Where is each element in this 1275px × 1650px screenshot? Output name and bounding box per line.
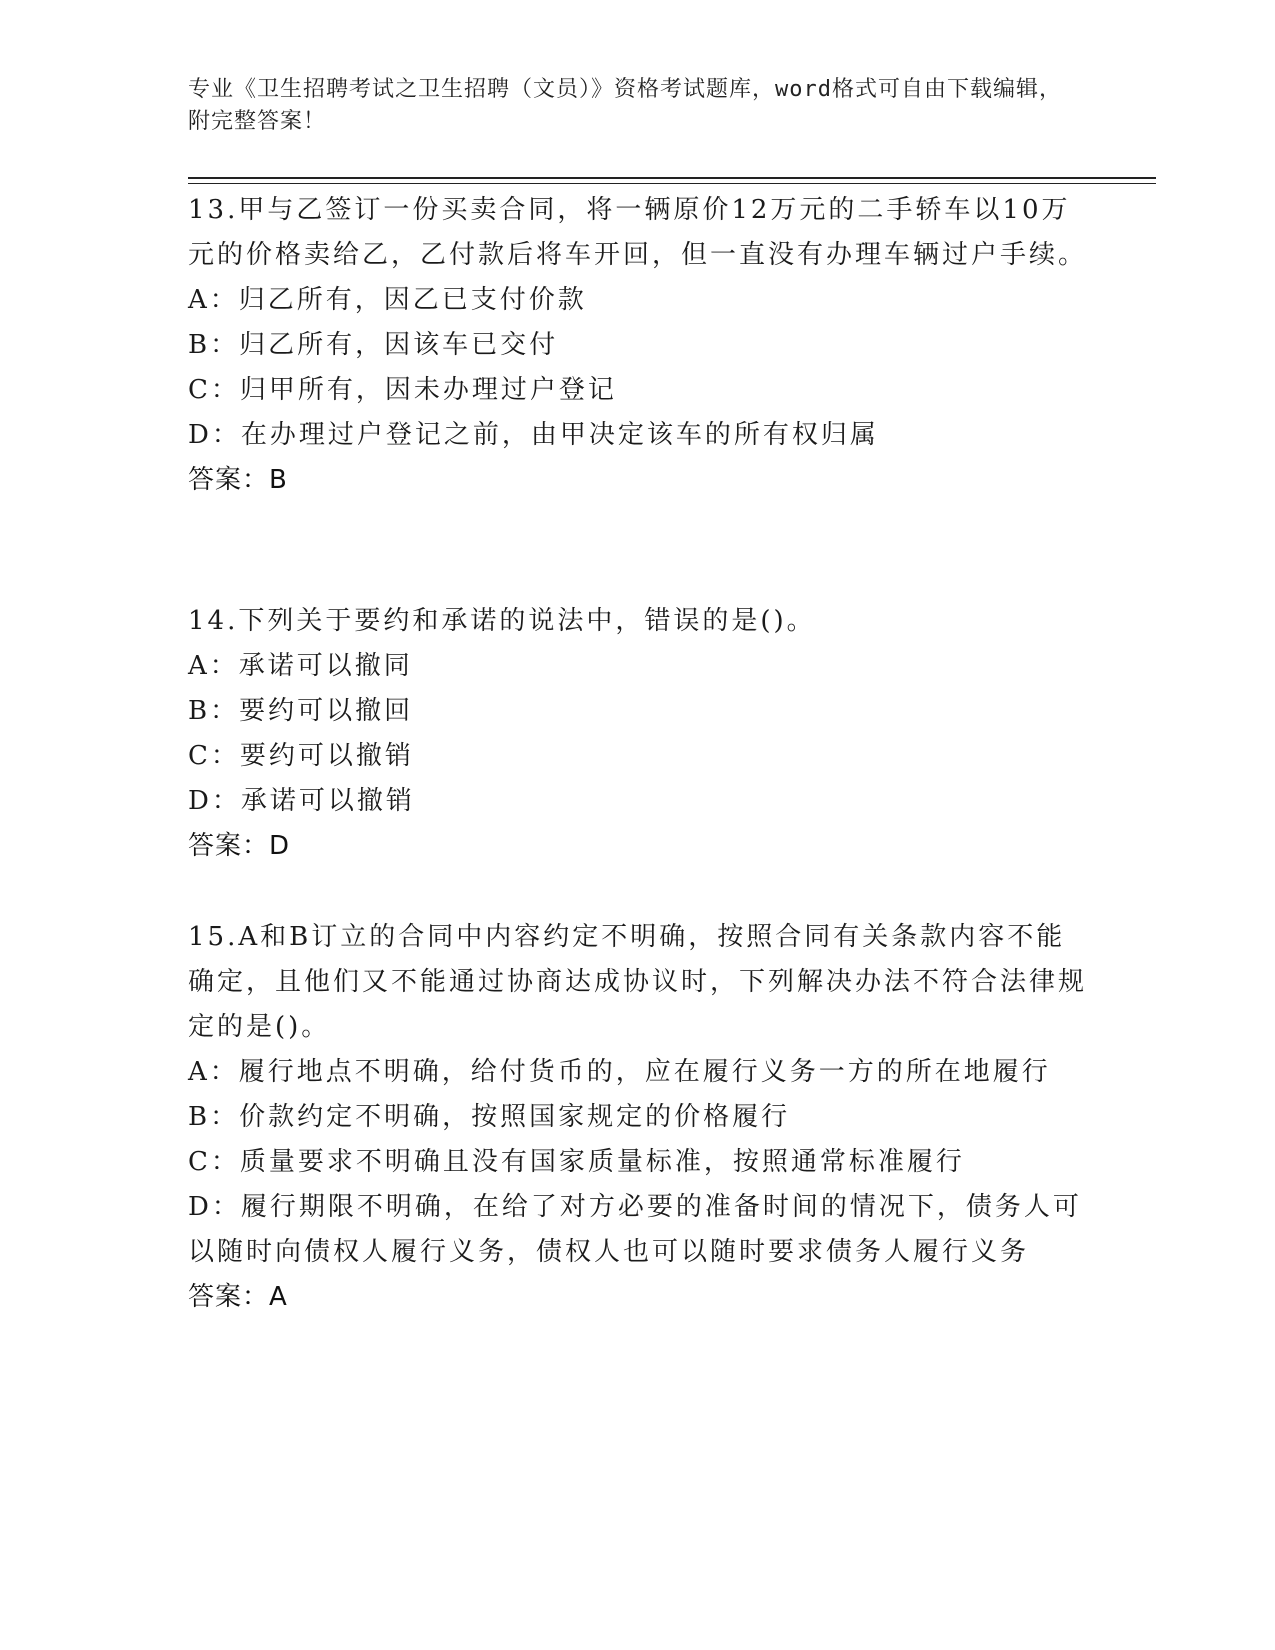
- question-stem: 15.A和B订立的合同中内容约定不明确，按照合同有关条款内容不能确定，且他们又不能通过协商达成协议时，下列解决办法不符合法律规定的是()。: [188, 922, 1088, 1042]
- option-c: C：质量要求不明确且没有国家质量标准，按照通常标准履行: [188, 1147, 965, 1177]
- option-a: A：承诺可以撤同: [188, 651, 413, 681]
- question-stem: 14.下列关于要约和承诺的说法中，错误的是()。: [188, 606, 816, 636]
- question-15: [188, 915, 1088, 1320]
- option-b: B：价款约定不明确，按照国家规定的价格履行: [188, 1102, 791, 1132]
- answer: 答案：B: [188, 465, 288, 495]
- question-stem: 13.甲与乙签订一份买卖合同，将一辆原价12万元的二手轿车以10万元的价格卖给乙，乙付款后将车开回，但一直没有办理车辆过户手续。: [188, 195, 1088, 270]
- option-c: C：归甲所有，因未办理过户登记: [188, 375, 617, 405]
- option-b: B：要约可以撤回: [188, 696, 414, 726]
- header-divider-thin: [188, 183, 1156, 184]
- option-d: D：在办理过户登记之前，由甲决定该车的所有权归属: [188, 420, 879, 450]
- answer: 答案：A: [188, 1282, 288, 1312]
- option-d: D：履行期限不明确，在给了对方必要的准备时间的情况下，债务人可以随时向债权人履行义务，债权人也可以随时要求债务人履行义务: [188, 1192, 1082, 1267]
- document-header: 专业《卫生招聘考试之卫生招聘（文员）》资格考试题库，word格式可自由下载编辑，附完整答案！: [188, 77, 1062, 134]
- option-b: B：归乙所有，因该车已交付: [188, 330, 559, 360]
- option-a: A：归乙所有，因乙已支付价款: [188, 285, 587, 315]
- answer: 答案：D: [188, 831, 291, 861]
- question-13: [188, 188, 1088, 503]
- option-a: A：履行地点不明确，给付货币的，应在履行义务一方的所在地履行: [188, 1057, 1051, 1087]
- header-divider-thick: [188, 177, 1156, 179]
- option-c: C：要约可以撤销: [188, 741, 414, 771]
- option-d: D：承诺可以撤销: [188, 786, 415, 816]
- question-14: [188, 599, 1088, 869]
